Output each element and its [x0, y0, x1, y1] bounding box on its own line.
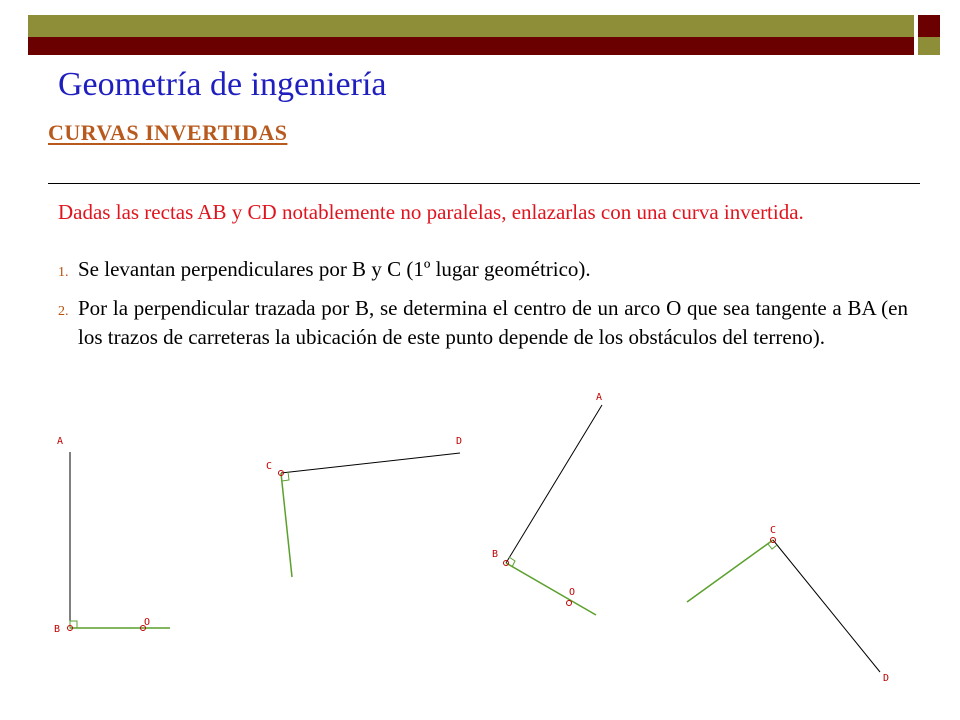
- perpendicular-b: [506, 563, 596, 615]
- figure-4: [687, 525, 889, 684]
- figure-3: [492, 392, 602, 615]
- label-b: B: [54, 624, 61, 635]
- label-d: D: [883, 673, 890, 684]
- right-angle-mark: [768, 544, 777, 549]
- label-a: A: [596, 392, 603, 403]
- label-o: O: [569, 587, 576, 598]
- perpendicular-c: [281, 473, 292, 577]
- right-angle-mark: [70, 621, 77, 628]
- slide-title: Geometría de ingeniería: [58, 66, 387, 103]
- line-cd: [773, 540, 880, 672]
- label-c: C: [266, 461, 273, 472]
- problem-statement: Dadas las rectas AB y CD notablemente no paralelas, enlazarlas con una curva invertida.: [58, 200, 804, 224]
- line-cd: [281, 453, 460, 473]
- label-o: O: [144, 617, 151, 628]
- slide-subtitle: CURVAS INVERTIDAS: [48, 120, 288, 145]
- step-number: 1.: [58, 265, 69, 280]
- label-d: D: [456, 436, 463, 447]
- point-o-marker: [567, 601, 572, 606]
- line-ab: [506, 405, 602, 563]
- label-c: C: [770, 525, 777, 536]
- label-a: A: [57, 436, 64, 447]
- figure-1: [54, 436, 170, 635]
- label-b: B: [492, 549, 499, 560]
- step-text: Por la perpendicular trazada por B, se determina el centro de un arco O que sea tangente a BA (en los trazos de carreteras la ubicación de este punto depende de los obstáculos del terreno).: [78, 296, 908, 349]
- figure-2: [266, 436, 462, 577]
- step-text: Se levantan perpendiculares por B y C (1º lugar geométrico).: [78, 257, 591, 281]
- perpendicular-c: [687, 540, 773, 602]
- step-number: 2.: [58, 304, 69, 319]
